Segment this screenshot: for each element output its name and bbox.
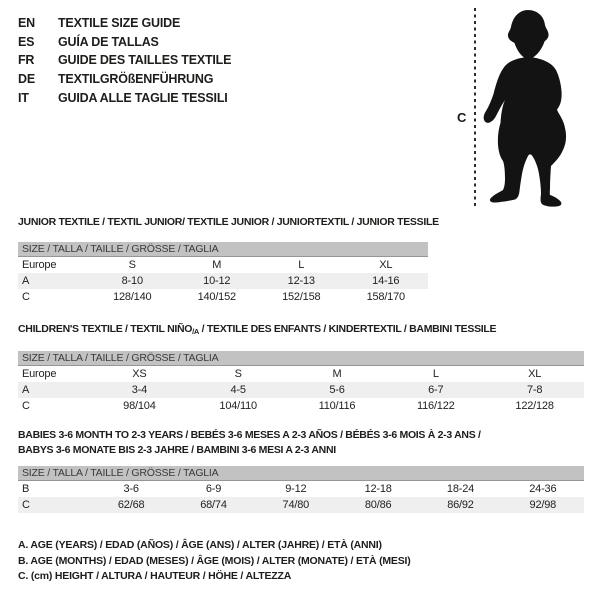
size-cell: S xyxy=(234,368,242,380)
size-cell: 3-6 xyxy=(123,483,139,495)
size-cell: L xyxy=(298,259,305,271)
language-row xyxy=(18,89,231,108)
height-measure-label: C xyxy=(457,110,467,125)
language-row xyxy=(18,51,231,70)
size-cell: 24-36 xyxy=(529,483,557,495)
row-label: Europe xyxy=(22,368,57,380)
size-cell: 74/80 xyxy=(282,499,310,511)
row-label: A xyxy=(22,275,30,287)
footnote-b: B. AGE (MONTHS) / EDAD (MESES) / ÂGE (MOIS) / ALTER (MONATE) / ETÀ (MESI) xyxy=(18,554,411,567)
size-cell: 5-6 xyxy=(329,384,345,396)
language-row xyxy=(18,33,231,52)
row-label: C xyxy=(22,291,30,303)
size-cell: 158/170 xyxy=(366,291,405,303)
table-row xyxy=(18,289,428,305)
size-cell: 6-7 xyxy=(428,384,444,396)
language-row xyxy=(18,14,231,33)
size-cell: 68/74 xyxy=(200,499,227,511)
size-header-bar: SIZE / TALLA / TAILLE / GRÖSSE / TAGLIA xyxy=(18,466,584,481)
table-row xyxy=(18,481,584,497)
language-code: IT xyxy=(18,90,29,105)
size-cell: 12-18 xyxy=(364,483,392,495)
size-cell: 98/104 xyxy=(123,400,156,412)
title-part: / TEXTILE DES ENFANTS / KINDERTEXTIL / BAMBINI TESSILE xyxy=(199,323,497,335)
size-cell: S xyxy=(128,259,136,271)
size-cell: 7-8 xyxy=(526,384,543,396)
row-label: A xyxy=(22,384,30,396)
size-cell: 8-10 xyxy=(121,275,143,287)
footnote-c: C. (cm) HEIGHT / ALTURA / HAUTEUR / HÖHE / ALTEZZA xyxy=(18,570,292,582)
table-row xyxy=(18,366,584,382)
junior-table-section xyxy=(18,216,439,305)
size-cell: XL xyxy=(528,368,542,380)
baby-figure xyxy=(440,0,600,215)
row-label: C xyxy=(22,499,30,511)
children-size-table xyxy=(18,366,584,414)
table-title: JUNIOR TEXTILE / TEXTIL JUNIOR/ TEXTILE JUNIOR / JUNIORTEXTIL / JUNIOR TESSILE xyxy=(18,216,439,228)
size-cell: 3-4 xyxy=(131,384,148,396)
size-header-bar: SIZE / TALLA / TAILLE / GRÖSSE / TAGLIA xyxy=(18,242,428,257)
language-title: GUIDE DES TAILLES TEXTILE xyxy=(58,53,232,68)
language-list xyxy=(18,14,231,108)
table-title xyxy=(18,323,584,338)
babies-table-section xyxy=(18,428,584,513)
language-title: GUÍA DE TALLAS xyxy=(58,34,159,49)
language-row xyxy=(18,70,231,89)
title-line: BABIES 3-6 MONTH TO 2-3 YEARS / BEBÉS 3-6 MESES A 2-3 AÑOS / BÉBÉS 3-6 MOIS À 2-3 ANS / xyxy=(18,429,481,441)
size-cell: M xyxy=(212,259,222,271)
size-cell: 104/110 xyxy=(219,400,257,412)
size-cell: 10-12 xyxy=(203,275,231,287)
title-part: CHILDREN'S TEXTILE / TEXTIL NIÑO xyxy=(18,323,193,335)
table-row xyxy=(18,398,584,414)
size-cell: 6-9 xyxy=(205,483,222,495)
title-subscript: /A xyxy=(192,327,200,336)
size-cell: 140/152 xyxy=(197,291,236,303)
size-cell: 86/92 xyxy=(447,499,474,511)
size-cell: 12-13 xyxy=(287,275,315,287)
size-header-bar: SIZE / TALLA / TAILLE / GRÖSSE / TAGLIA xyxy=(18,351,584,366)
size-cell: 92/98 xyxy=(529,499,557,511)
size-cell: 122/128 xyxy=(515,400,554,412)
table-row xyxy=(18,497,584,513)
size-cell: 62/68 xyxy=(117,499,145,511)
size-cell: 152/158 xyxy=(282,291,321,303)
size-cell: 80/86 xyxy=(364,499,392,511)
row-label: Europe xyxy=(22,259,57,271)
babies-size-table xyxy=(18,481,584,513)
size-cell: L xyxy=(432,368,439,380)
language-title: TEXTILE SIZE GUIDE xyxy=(58,16,181,30)
footnotes xyxy=(18,538,411,585)
size-cell: 116/122 xyxy=(417,400,455,412)
size-cell: M xyxy=(332,368,342,380)
size-cell: 18-24 xyxy=(446,483,475,495)
row-label: B xyxy=(22,483,30,495)
language-code: FR xyxy=(18,53,35,68)
size-cell: XS xyxy=(132,368,147,380)
baby-silhouette-icon xyxy=(484,10,566,207)
language-code: DE xyxy=(18,72,35,87)
size-cell: 128/140 xyxy=(113,291,152,303)
row-label: C xyxy=(22,400,30,412)
language-title: GUIDA ALLE TAGLIE TESSILI xyxy=(58,90,228,105)
size-cell: 14-16 xyxy=(372,275,400,287)
title-line: BABYS 3-6 MONATE BIS 2-3 JAHRE / BAMBINI 3-6 MESI A 2-3 ANNI xyxy=(18,444,336,456)
language-code: EN xyxy=(18,16,35,30)
language-code: ES xyxy=(18,34,35,49)
size-cell: XL xyxy=(379,259,393,271)
size-cell: 9-12 xyxy=(285,483,307,495)
language-title: TEXTILGRÖßENFÜHRUNG xyxy=(58,72,214,87)
children-table-section xyxy=(18,323,584,414)
table-title xyxy=(18,428,584,458)
size-cell: 4-5 xyxy=(230,384,246,396)
table-row xyxy=(18,257,428,273)
table-row xyxy=(18,273,428,289)
footnote-a: A. AGE (YEARS) / EDAD (AÑOS) / ÂGE (ANS) / ALTER (JAHRE) / ETÀ (ANNI) xyxy=(18,539,382,551)
table-row xyxy=(18,382,584,398)
size-cell: 110/116 xyxy=(318,400,356,412)
junior-size-table xyxy=(18,257,428,305)
